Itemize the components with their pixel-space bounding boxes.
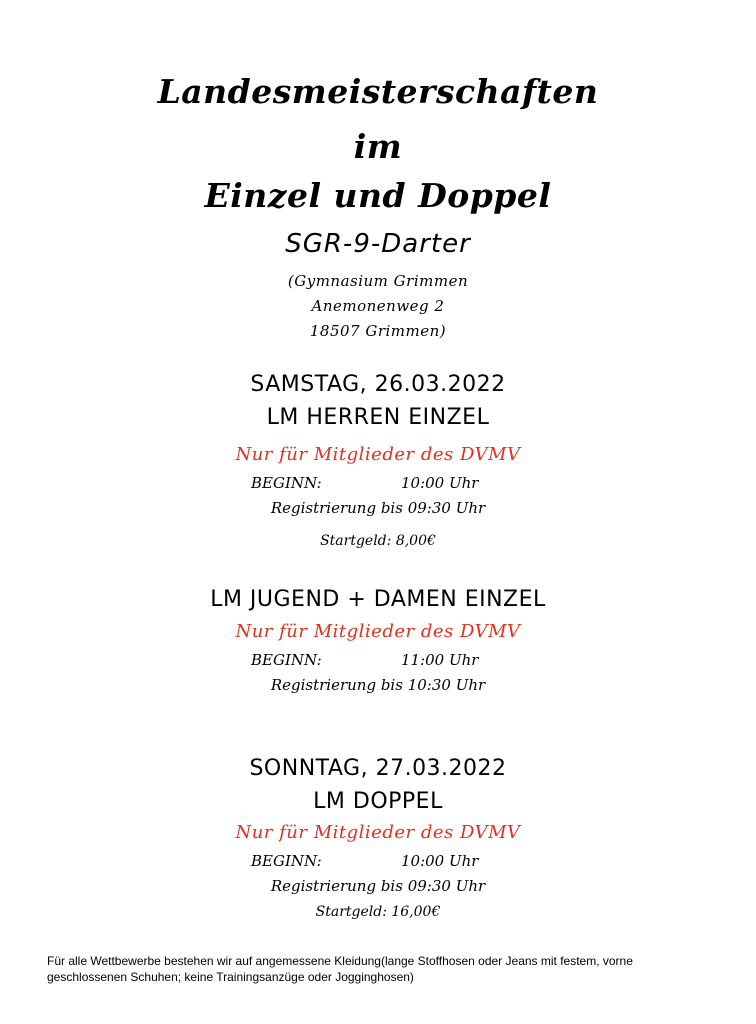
- title-line-2: im: [353, 127, 403, 166]
- event-title-jugend-damen-einzel: LM JUGEND + DAMEN EINZEL: [210, 587, 546, 612]
- registration-deadline: Registrierung bis 10:30 Uhr: [270, 676, 486, 694]
- sunday-date: SONNTAG, 27.03.2022: [249, 756, 507, 781]
- begin-row: [251, 651, 511, 673]
- begin-row: [251, 474, 511, 496]
- title-line-3: Einzel und Doppel: [204, 176, 552, 215]
- saturday-date: SAMSTAG, 26.03.2022: [250, 372, 506, 397]
- entry-fee: Startgeld: 8,00€: [320, 533, 436, 549]
- members-note: Nur für Mitglieder des DVMV: [235, 822, 521, 843]
- begin-time: 10:00 Uhr: [401, 474, 479, 492]
- begin-label: BEGINN:: [251, 474, 322, 492]
- members-note: Nur für Mitglieder des DVMV: [235, 444, 521, 465]
- dress-code-note: Für alle Wettbewerbe bestehen wir auf angemessene Kleidung(lange Stoffhosen oder Jeans mit festem, vorne geschlossenen Schuhen; keine Trainingsanzüge oder Jogginghosen): [47, 954, 633, 984]
- title-line-1: Landesmeisterschaften: [157, 72, 599, 111]
- venue-name: SGR-9-Darter: [285, 229, 471, 259]
- registration-deadline: Registrierung bis 09:30 Uhr: [270, 499, 486, 517]
- begin-time: 10:00 Uhr: [401, 852, 479, 870]
- address-line-3: 18507 Grimmen): [309, 322, 447, 340]
- address-line-2: Anemonenweg 2: [311, 297, 445, 315]
- begin-row: [251, 852, 511, 874]
- begin-label: BEGINN:: [251, 651, 322, 669]
- begin-time: 11:00 Uhr: [401, 651, 479, 669]
- event-title-herren-einzel: LM HERREN EINZEL: [266, 405, 490, 430]
- event-title-doppel: LM DOPPEL: [313, 789, 443, 814]
- address-line-1: (Gymnasium Grimmen: [287, 272, 469, 290]
- begin-label: BEGINN:: [251, 852, 322, 870]
- members-note: Nur für Mitglieder des DVMV: [235, 621, 521, 642]
- registration-deadline: Registrierung bis 09:30 Uhr: [270, 877, 486, 895]
- entry-fee: Startgeld: 16,00€: [315, 904, 441, 920]
